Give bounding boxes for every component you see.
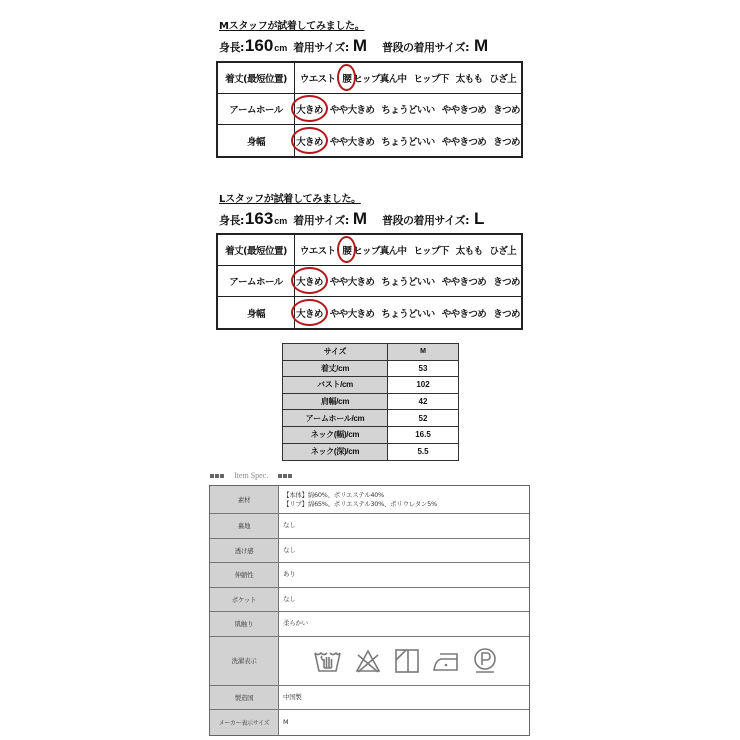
size-row: [283, 410, 458, 427]
fit-option-selected: 大きめ: [296, 102, 323, 116]
fit-options: [295, 235, 521, 265]
fit-option: ヒップ真ん中: [353, 246, 407, 257]
spec-value: 中国製: [283, 692, 302, 701]
fit-table-m: [216, 61, 523, 158]
no-bleach-icon: [355, 649, 381, 673]
fit-option: ちょうどいい: [381, 136, 435, 148]
spec-label: 透け感: [210, 539, 279, 563]
usual-size-value: L: [474, 209, 485, 228]
spec-value: なし: [283, 545, 296, 554]
fit-row-width: [218, 125, 521, 156]
size-row-label: バスト/cm: [283, 377, 388, 393]
heading-dots-right: [278, 474, 292, 478]
fit-option: きつめ: [493, 277, 520, 288]
fit-option: ちょうどいい: [381, 105, 435, 116]
fit-row-length: [218, 63, 521, 94]
heading-dots-left: [210, 474, 224, 478]
hand-wash-icon: [314, 649, 341, 673]
size-row-label: アームホール/cm: [283, 410, 388, 426]
fit-option: ヒップ下: [413, 246, 449, 257]
fit-label: アームホール: [218, 94, 295, 124]
size-row-label: ネック(深)/cm: [283, 444, 388, 461]
fit-option: きつめ: [493, 136, 520, 148]
spec-label: ポケット: [210, 588, 279, 612]
spec-row-stretch: [210, 563, 529, 588]
worn-size-label: 着用サイズ:: [293, 214, 349, 227]
size-row: [283, 427, 458, 444]
staff-l-meta: [219, 209, 485, 229]
fit-option: やや大きめ: [329, 136, 375, 148]
height-label: 身長:: [219, 41, 244, 54]
fit-option: ややきつめ: [441, 136, 487, 148]
fit-option: ウエスト: [299, 246, 336, 257]
height-value: 163: [244, 209, 274, 228]
item-spec-heading: [210, 471, 292, 480]
fit-option: やや大きめ: [329, 105, 375, 116]
fit-row-width: [218, 297, 521, 328]
staff-m-meta: [219, 36, 489, 56]
fit-option: ややきつめ: [441, 277, 487, 288]
size-row-label: 着丈/cm: [283, 361, 388, 377]
size-chart-header: [283, 344, 458, 361]
fit-option: ややきつめ: [441, 308, 487, 320]
size-row-label: ネック(幅)/cm: [283, 427, 388, 443]
size-row-value: 5.5: [388, 444, 458, 461]
fit-option: やや大きめ: [329, 277, 375, 288]
fit-option: やや大きめ: [329, 308, 375, 320]
spec-label: 肌触り: [210, 612, 279, 636]
fit-option: ちょうどいい: [381, 277, 435, 288]
fit-label: 身幅: [218, 297, 295, 328]
size-row: [283, 377, 458, 394]
fit-label: 着丈(最短位置): [218, 63, 295, 93]
spec-row-texture: [210, 612, 529, 637]
fit-option: ひざ上: [489, 74, 517, 85]
spec-label: 素材: [210, 486, 279, 513]
fit-options: [295, 297, 521, 328]
spec-label: 製造国: [210, 686, 279, 710]
height-value: 160: [244, 36, 274, 55]
fit-row-armhole: [218, 94, 521, 125]
size-row-value: 102: [388, 377, 458, 393]
size-header-label: サイズ: [283, 344, 388, 360]
usual-size-label: 普段の着用サイズ:: [382, 41, 470, 54]
fit-option: ちょうどいい: [381, 308, 435, 320]
care-icons: [279, 637, 529, 685]
fit-option: きつめ: [493, 308, 520, 320]
spec-value: あり: [283, 570, 296, 579]
size-row-value: 53: [388, 361, 458, 377]
size-row: [283, 444, 458, 461]
fit-option: ヒップ真ん中: [353, 74, 407, 85]
spec-value: [279, 486, 529, 513]
spec-value: なし: [283, 521, 296, 530]
fit-option: ややきつめ: [441, 105, 487, 116]
spec-label: 洗濯表示: [210, 637, 279, 685]
spec-value: M: [283, 717, 289, 726]
worn-size-value: M: [352, 36, 367, 55]
spec-label: 伸縮性: [210, 563, 279, 587]
staff-m-title: Mスタッフが試着してみました。: [219, 21, 365, 32]
fit-row-armhole: [218, 266, 521, 297]
size-row: [283, 361, 458, 378]
fit-option: 太もも: [455, 246, 483, 257]
fit-option-selected: 腰: [342, 71, 351, 85]
fit-option: ウエスト: [299, 74, 336, 85]
spec-value: なし: [283, 594, 296, 603]
height-unit: cm: [274, 43, 288, 53]
size-chart-table: [282, 343, 459, 461]
spec-row-sheerness: [210, 539, 529, 564]
fit-row-length: [218, 235, 521, 266]
size-row-label: 肩幅/cm: [283, 394, 388, 410]
item-spec-table: [209, 485, 530, 736]
fit-options: [295, 63, 521, 93]
size-row: [283, 394, 458, 411]
spec-row-lining: [210, 514, 529, 539]
fit-table-l: [216, 233, 523, 330]
fit-label: 身幅: [218, 125, 295, 156]
fit-option: きつめ: [493, 105, 520, 116]
staff-l-title: Lスタッフが試着してみました。: [219, 194, 361, 205]
fit-option-selected: 大きめ: [296, 306, 323, 320]
height-unit: cm: [274, 216, 288, 226]
spec-label: メーカー表示サイズ: [210, 710, 279, 735]
size-header-value: M: [388, 344, 458, 360]
spec-row-material: [210, 486, 529, 514]
spec-row-origin: [210, 686, 529, 711]
spec-value-line: 【リブ】綿65%、ポリエステル30%、ポリウレタン5%: [283, 499, 437, 508]
fit-option: ヒップ下: [413, 74, 449, 85]
fit-options: [295, 266, 521, 296]
fit-option: ひざ上: [489, 246, 517, 257]
fit-label: アームホール: [218, 266, 295, 296]
spec-row-maker-size: [210, 710, 529, 735]
size-row-value: 52: [388, 410, 458, 426]
worn-size-label: 着用サイズ:: [293, 41, 349, 54]
spec-row-pocket: [210, 588, 529, 613]
dry-clean-p-icon: [473, 648, 497, 674]
spec-value: 柔らかい: [283, 619, 308, 628]
fit-option: 太もも: [455, 74, 483, 85]
size-row-value: 16.5: [388, 427, 458, 443]
fit-option-selected: 腰: [342, 243, 351, 257]
iron-low-icon: [433, 650, 459, 672]
fit-options: [295, 125, 521, 156]
spec-label: 裏地: [210, 514, 279, 538]
spec-row-care: [210, 637, 529, 686]
fit-label: 着丈(最短位置): [218, 235, 295, 265]
usual-size-label: 普段の着用サイズ:: [382, 214, 470, 227]
fit-options: [295, 94, 521, 124]
drip-dry-icon: [395, 649, 419, 673]
worn-size-value: M: [352, 209, 367, 228]
height-label: 身長:: [219, 214, 244, 227]
spec-value-line: 【本体】綿60%、ポリエステル40%: [283, 490, 384, 499]
fit-option-selected: 大きめ: [296, 134, 323, 148]
size-row-value: 42: [388, 394, 458, 410]
fit-option-selected: 大きめ: [296, 274, 323, 288]
usual-size-value: M: [474, 36, 489, 55]
item-spec-title: Item Spec.: [234, 471, 269, 480]
